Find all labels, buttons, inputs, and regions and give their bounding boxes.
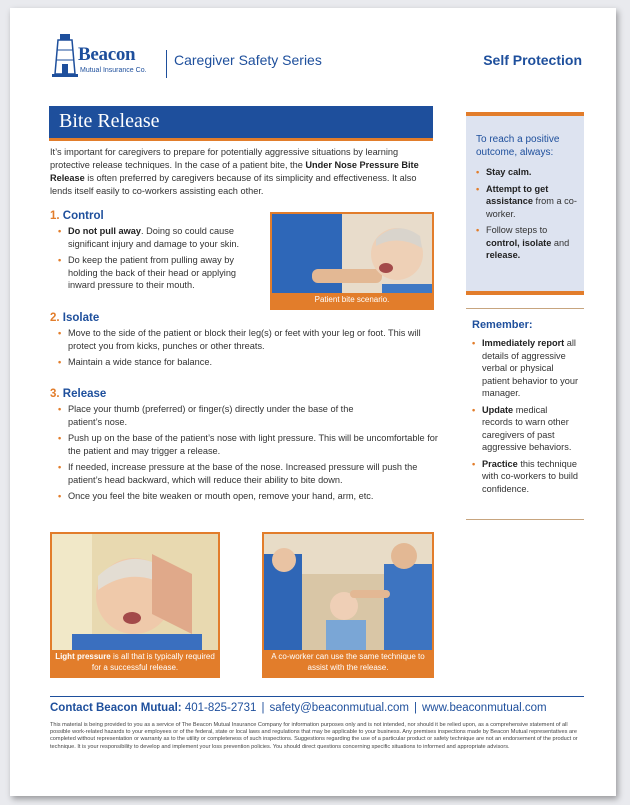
sidebar-item: • Stay calm. <box>476 166 578 179</box>
list-item: • Do not pull away. Doing so could cause significant injury and damage to your skin. <box>58 225 265 250</box>
sidebar-item: • Immediately report all details of aggressive verbal or physical patient behavior to your manager. <box>472 337 580 400</box>
section-heading: 1. Control <box>50 210 104 222</box>
list-item: • If needed, increase pressure at the base of the nose. Increased pressure will push the patient’s head backward, which will reduce their ability to bite down. <box>58 461 440 486</box>
photo-caption: Patient bite scenario. <box>272 293 432 309</box>
sidebar-remember-box <box>466 308 584 520</box>
contact-phone[interactable]: 401-825-2731 <box>184 702 257 714</box>
list-item: • Move to the side of the patient or block their leg(s) or feet with your leg or foot. This will protect you from kicks, punches or other threats. <box>58 327 434 352</box>
sidebar-heading: Remember: <box>472 319 533 331</box>
section-isolate <box>50 312 434 373</box>
header-divider <box>166 50 167 78</box>
title-band <box>49 106 433 141</box>
document-page <box>10 8 616 796</box>
section-control <box>50 210 265 296</box>
beacon-logo <box>50 30 170 88</box>
brand-subtitle: Mutual Insurance Co. <box>80 67 147 74</box>
disclaimer-text: This material is being provided to you as a service of The Beacon Mutual Insurance Company for information purposes only and is not intended, nor should it be relied upon, as a comprehensive statement of all possible work-related hazards to your employees or of the federal, state or local laws and regulations that may be applicable to your business. Any premises inspections made by Beacon Mutual representatives are completed without representation or warranty as to the utility or completeness of such inspections. Suggestions regarding the use of a particular product or safety technique are not an endorsement of the product or technique. It is your responsibility to develop and implement your loss prevention policies. You should direct questions concerning specific situations to informed and appropriate advisors. <box>50 722 578 750</box>
photo-caption: Light pressure is all that is typically required for a successful release. <box>52 650 218 676</box>
sidebar-item: • Update medical records to warn other caregivers of past aggressive behaviors. <box>472 404 580 454</box>
list-item: • Place your thumb (preferred) or finger(s) directly under the base of the patient’s nose. <box>58 403 440 428</box>
contact-line: Contact Beacon Mutual: 401-825-2731 | safety@beaconmutual.com | www.beaconmutual.com <box>50 702 547 714</box>
section-heading: 2. Isolate <box>50 312 100 324</box>
intro-bold: Under Nose Pressure Bite Release <box>50 160 419 183</box>
contact-website[interactable]: www.beaconmutual.com <box>421 702 547 714</box>
section-heading: 3. Release <box>50 388 107 400</box>
sidebar-intro: To reach a positive outcome, always: <box>476 134 560 158</box>
brand-name: Beacon <box>78 44 136 65</box>
section-release <box>50 388 440 507</box>
sidebar-item: • Practice this technique with co-workers to build confidence. <box>472 458 580 496</box>
page-title: Bite Release <box>59 110 160 132</box>
lighthouse-icon <box>50 30 80 80</box>
intro-text-2: is often preferred by caregivers because of its simplicity and effectiveness. It also lends itself easily to co-workers assisting each other. <box>50 173 417 196</box>
photo-light-pressure <box>50 532 220 678</box>
intro-text-1: It’s important for caregivers to prepare for potentially aggressive situations by learning protective release techniques. In the case of a patient bite, the <box>50 147 399 170</box>
list-item: • Do keep the patient from pulling away by holding the back of their head or applying inward pressure to their mouth. <box>58 254 265 292</box>
contact-email[interactable]: safety@beaconmutual.com <box>269 702 409 714</box>
list-item: • Maintain a wide stance for balance. <box>58 356 434 369</box>
photo-caption: A co-worker can use the same technique to assist with the release. <box>264 650 432 676</box>
photo-patient-bite <box>270 212 434 310</box>
sidebar-tips-box <box>466 112 584 295</box>
footer-divider <box>50 696 584 697</box>
list-item: • Push up on the base of the patient’s nose with light pressure. This will be uncomfortable for the patient and may trigger a release. <box>58 432 440 457</box>
list-item: • Once you feel the bite weaken or mouth open, remove your hand, arm, etc. <box>58 490 440 503</box>
photo-coworker-assist <box>262 532 434 678</box>
category-title: Self Protection <box>483 52 582 68</box>
series-title: Caregiver Safety Series <box>174 52 322 68</box>
intro-paragraph <box>50 146 434 198</box>
sidebar-item: • Attempt to get assistance from a co-worker. <box>476 183 578 221</box>
sidebar-item: • Follow steps to control, isolate and release. <box>476 224 578 262</box>
contact-label: Contact Beacon Mutual: <box>50 702 182 714</box>
